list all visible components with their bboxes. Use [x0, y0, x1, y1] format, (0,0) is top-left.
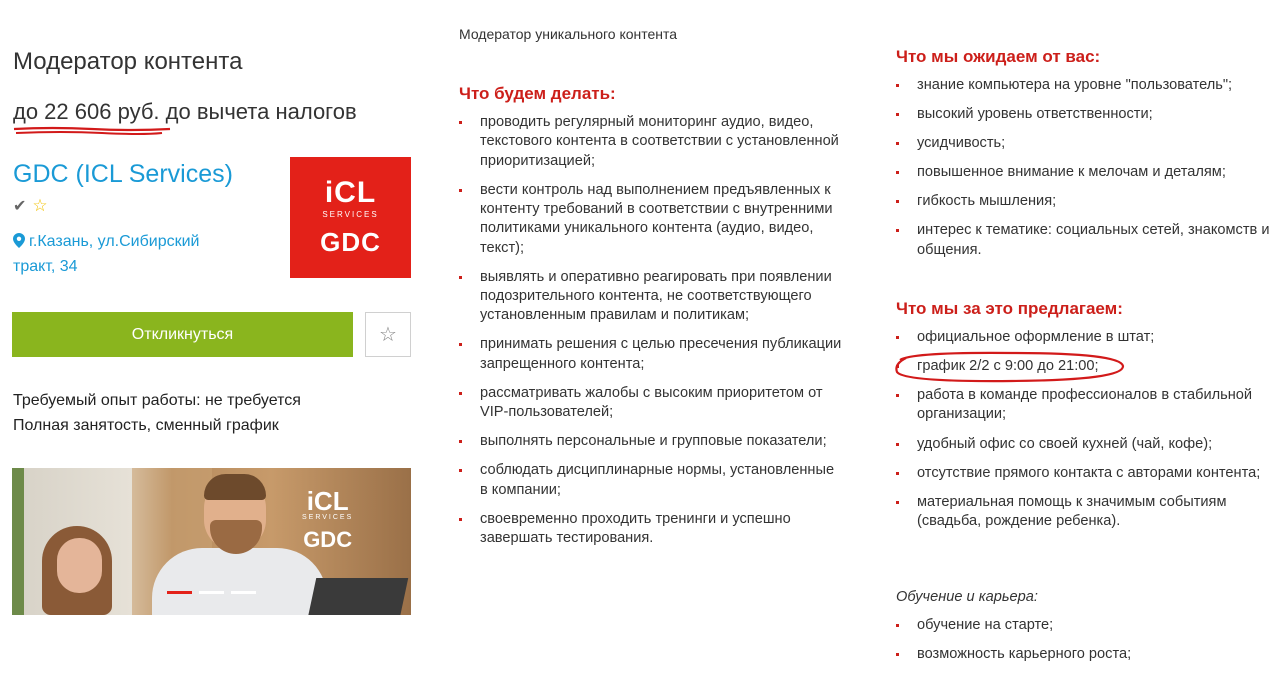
apply-button[interactable]: Откликнуться [12, 312, 353, 357]
list-item: отсутствие прямого контакта с авторами контента; [896, 464, 1276, 483]
company-badges [13, 196, 48, 216]
list-item: выполнять персональные и групповые показатели; [459, 432, 844, 451]
schedule-highlight-scribble [892, 350, 1127, 384]
favorite-button[interactable] [365, 312, 411, 357]
list-item: рассматривать жалобы с высоким приоритетом от VIP-пользователей; [459, 384, 844, 423]
company-link[interactable]: GDC (ICL Services) [13, 160, 233, 188]
career-heading: Обучение и карьера: [896, 589, 1038, 605]
list-item: интерес к тематике: социальных сетей, знакомств и общения. [896, 221, 1276, 260]
employment-type: Полная занятость, сменный график [13, 417, 279, 434]
description-subtitle: Модератор уникального контента [459, 26, 678, 42]
list-item: соблюдать дисциплинарные нормы, установленные в компании; [459, 461, 844, 500]
logo-gdc-text: GDC [320, 226, 381, 257]
list-item: гибкость мышления; [896, 192, 1276, 211]
photo-wall-logo: iCL SERVICES GDC [302, 486, 354, 552]
company-logo [290, 157, 411, 278]
list-item: высокий уровень ответственности; [896, 105, 1276, 124]
duties-list [459, 113, 844, 558]
list-item: проводить регулярный мониторинг аудио, видео, текстового контента в соответствии с установленной приоритизацией; [459, 113, 844, 171]
list-item: знание компьютера на уровне "пользователь"; [896, 76, 1276, 95]
location[interactable] [13, 229, 233, 279]
carousel-indicators [167, 591, 256, 594]
list-item: официальное оформление в штат; [896, 328, 1276, 347]
list-item: усидчивость; [896, 134, 1276, 153]
list-item: повышенное внимание к мелочам и деталям; [896, 163, 1276, 182]
logo-icl-text: iCL [324, 175, 377, 209]
list-item: обучение на старте; [896, 616, 1276, 635]
career-list [896, 616, 1276, 674]
carousel-dot[interactable] [199, 591, 224, 594]
office-photo-carousel[interactable] [12, 468, 411, 615]
list-item: возможность карьерного роста; [896, 645, 1276, 664]
salary: до 22 606 руб. до вычета налогов [13, 99, 357, 124]
star-outline-icon: ☆ [379, 324, 397, 346]
carousel-dot[interactable] [167, 591, 192, 594]
list-item: выявлять и оперативно реагировать при появлении подозрительного контента, не соответствующего установленным правилам и политикам; [459, 268, 844, 326]
verified-check-icon: ✔ [13, 198, 27, 215]
list-item: удобный офис со своей кухней (чай, кофе); [896, 435, 1276, 454]
list-item: вести контроль над выполнением предъявленных к контенту требований в соответствии с внутренними политиками уникального контента (аудио, видео, текст); [459, 181, 844, 258]
location-text: г.Казань, ул.Сибирский тракт, 34 [13, 233, 200, 275]
rating-star-icon: ☆ [32, 196, 48, 215]
job-title: Модератор контента [13, 48, 243, 75]
photo-person-man [152, 548, 327, 615]
list-item: своевременно проходить тренинги и успешно завершать тестирования. [459, 510, 844, 549]
requirements-list [896, 76, 1276, 270]
carousel-dot[interactable] [231, 591, 256, 594]
list-item: материальная помощь к значимым событиям (свадьба, рождение ребенка). [896, 493, 1276, 532]
list-item: принимать решения с целью пресечения публикации запрещенного контента; [459, 335, 844, 374]
requirements-heading: Что мы ожидаем от вас: [896, 47, 1101, 66]
duties-heading: Что будем делать: [459, 84, 616, 103]
offers-heading: Что мы за это предлагаем: [896, 299, 1123, 318]
location-pin-icon [13, 233, 25, 248]
list-item: график 2/2 с 9:00 до 21:00; [896, 357, 1276, 376]
experience-required: Требуемый опыт работы: не требуется [13, 392, 301, 409]
salary-underline-scribble [12, 126, 172, 136]
photo-laptop [308, 578, 409, 615]
list-item: работа в команде профессионалов в стабильной организации; [896, 386, 1276, 425]
job-conditions [13, 388, 301, 438]
logo-services-text: SERVICES [322, 209, 379, 219]
